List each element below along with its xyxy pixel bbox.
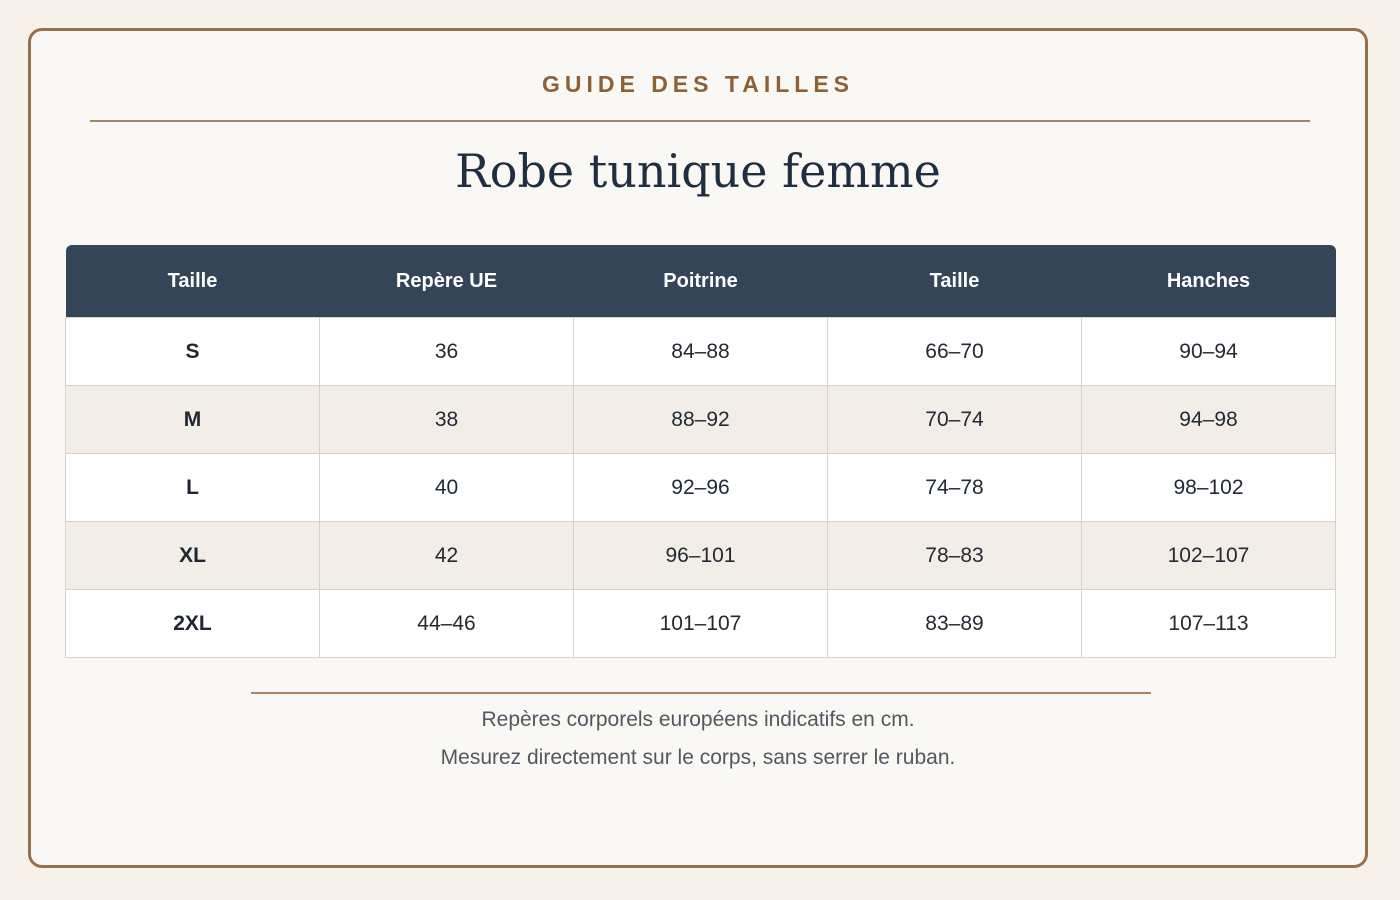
column-header-chest: Poitrine bbox=[574, 245, 828, 318]
cell-hips: 94–98 bbox=[1082, 386, 1336, 454]
cell-hips: 107–113 bbox=[1082, 590, 1336, 658]
cell-hips: 102–107 bbox=[1082, 522, 1336, 590]
cell-size: XL bbox=[66, 522, 320, 590]
cell-chest: 101–107 bbox=[574, 590, 828, 658]
cell-eu: 36 bbox=[320, 318, 574, 386]
size-table bbox=[65, 245, 1336, 658]
cell-waist: 66–70 bbox=[828, 318, 1082, 386]
page-title: Robe tunique femme bbox=[455, 144, 941, 198]
cell-chest: 92–96 bbox=[574, 454, 828, 522]
cell-waist: 74–78 bbox=[828, 454, 1082, 522]
column-header-size: Taille bbox=[66, 245, 320, 318]
cell-eu: 44–46 bbox=[320, 590, 574, 658]
eyebrow-label: GUIDE DES TAILLES bbox=[541, 71, 855, 97]
cell-eu: 40 bbox=[320, 454, 574, 522]
cell-waist: 78–83 bbox=[828, 522, 1082, 590]
table-header-row bbox=[66, 245, 1336, 318]
column-header-hips: Hanches bbox=[1082, 245, 1336, 318]
table-row bbox=[66, 454, 1336, 522]
cell-eu: 42 bbox=[320, 522, 574, 590]
size-guide-card bbox=[28, 28, 1368, 868]
table-row bbox=[66, 590, 1336, 658]
footnote-instructions: Mesurez directement sur le corps, sans serrer le ruban. bbox=[440, 746, 956, 769]
cell-hips: 90–94 bbox=[1082, 318, 1336, 386]
table-row bbox=[66, 522, 1336, 590]
column-header-waist: Taille bbox=[828, 245, 1082, 318]
bottom-divider bbox=[251, 692, 1151, 694]
column-header-eu: Repère UE bbox=[320, 245, 574, 318]
cell-size: S bbox=[66, 318, 320, 386]
cell-waist: 70–74 bbox=[828, 386, 1082, 454]
cell-chest: 84–88 bbox=[574, 318, 828, 386]
cell-chest: 88–92 bbox=[574, 386, 828, 454]
cell-eu: 38 bbox=[320, 386, 574, 454]
table-row bbox=[66, 386, 1336, 454]
footnote-units: Repères corporels européens indicatifs en cm. bbox=[481, 708, 915, 731]
cell-size: L bbox=[66, 454, 320, 522]
table-row bbox=[66, 318, 1336, 386]
cell-size: M bbox=[66, 386, 320, 454]
cell-size: 2XL bbox=[66, 590, 320, 658]
cell-waist: 83–89 bbox=[828, 590, 1082, 658]
cell-chest: 96–101 bbox=[574, 522, 828, 590]
cell-hips: 98–102 bbox=[1082, 454, 1336, 522]
top-divider bbox=[90, 120, 1310, 122]
